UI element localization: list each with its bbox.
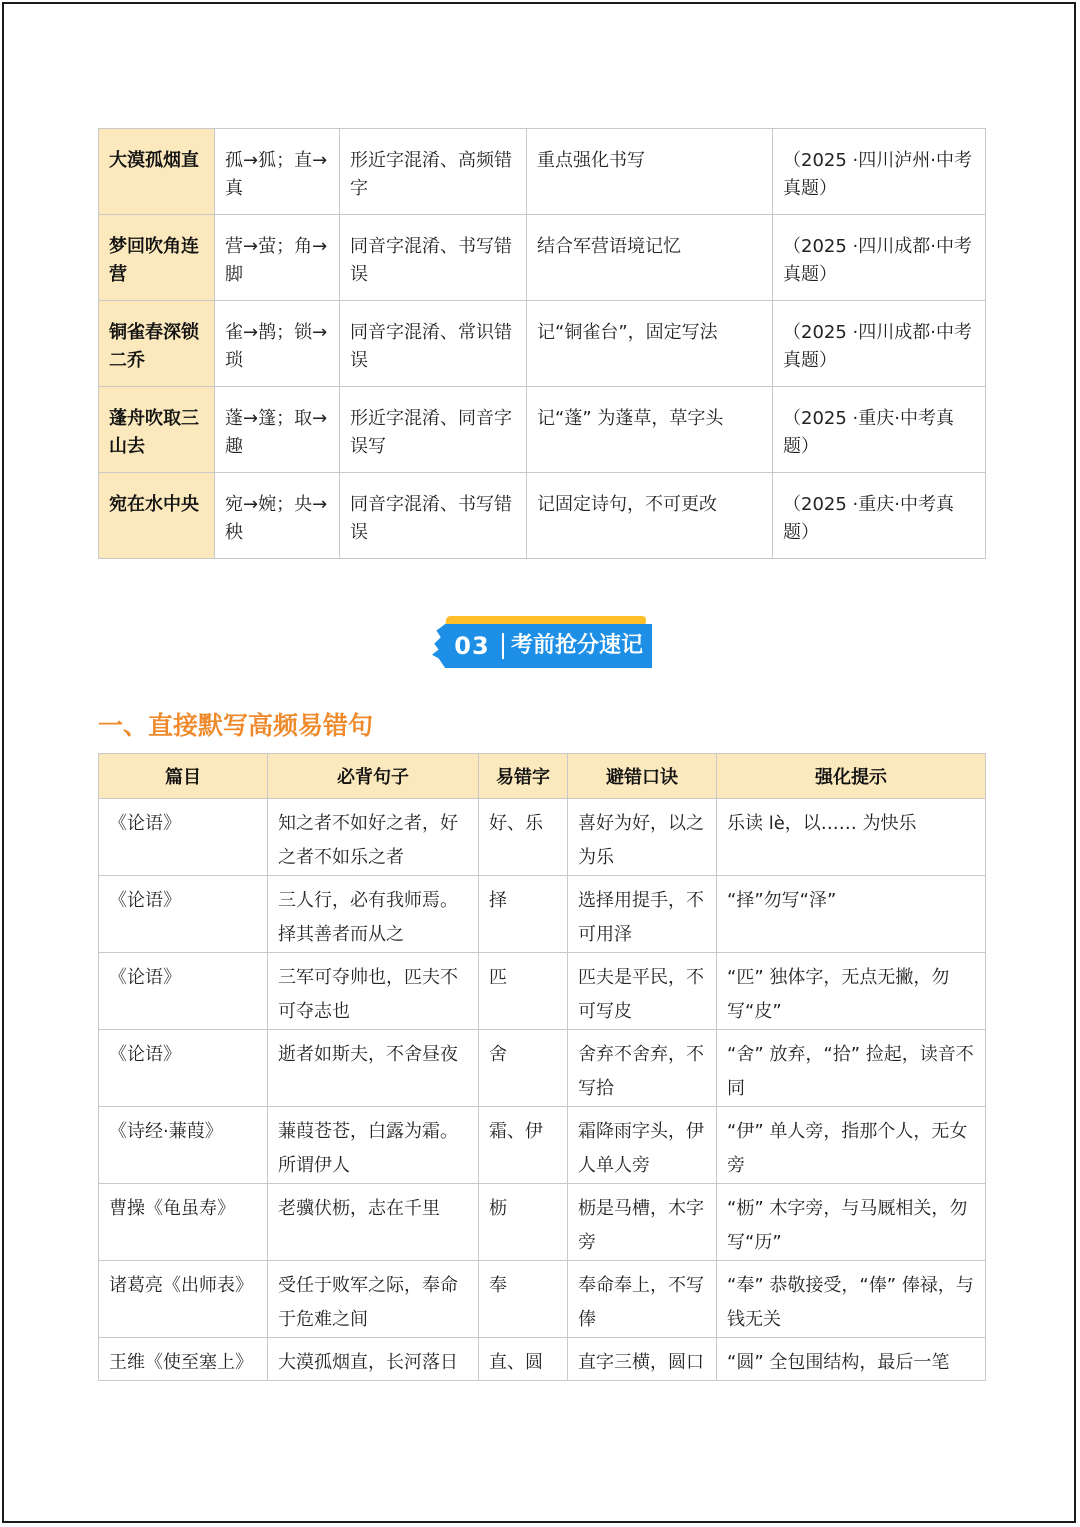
hint-cell: “匹” 独体字，无点无撇，勿写“皮”	[717, 953, 986, 1030]
sentence-cell: 逝者如斯夫，不舍昼夜	[268, 1030, 479, 1107]
column-header-hint: 强化提示	[717, 754, 986, 799]
mnemonic-cell: 霜降雨字头，伊人单人旁	[568, 1107, 717, 1184]
hint-cell: “圆” 全包围结构，最后一笔	[717, 1338, 986, 1381]
mnemonic-cell: 枥是马槽，木字旁	[568, 1184, 717, 1261]
sentence-cell: 三军可夺帅也，匹夫不可夺志也	[268, 953, 479, 1030]
work-title-cell: 《论语》	[99, 1030, 268, 1107]
table-row	[99, 1338, 986, 1381]
source-cell: （2025 ·重庆·中考真题）	[773, 387, 986, 473]
table-row	[99, 301, 986, 387]
error-chars-cell: 营→萤；角→脚	[215, 215, 340, 301]
sentence-cell: 三人行，必有我师焉。择其善者而从之	[268, 876, 479, 953]
table-row	[99, 1261, 986, 1338]
mnemonic-cell: 匹夫是平民，不可写皮	[568, 953, 717, 1030]
hint-cell: “舍” 放弃，“拾” 捡起，读音不同	[717, 1030, 986, 1107]
source-cell: （2025 ·重庆·中考真题）	[773, 473, 986, 559]
hint-cell: 乐读 lè，以…… 为快乐	[717, 799, 986, 876]
work-title-cell: 《论语》	[99, 799, 268, 876]
table-row	[99, 876, 986, 953]
column-header-mnemonic: 避错口诀	[568, 754, 717, 799]
tip-cell: 结合军营语境记忆	[527, 215, 773, 301]
error-chars-cell: 舍	[479, 1030, 568, 1107]
hint-cell: “伊” 单人旁，指那个人，无女旁	[717, 1107, 986, 1184]
error-chars-cell: 奉	[479, 1261, 568, 1338]
error-chars-cell: 雀→鹊；锁→琐	[215, 301, 340, 387]
banner-title: 考前抢分速记	[510, 633, 643, 658]
work-title-cell: 《论语》	[99, 876, 268, 953]
section-banner	[432, 616, 652, 670]
source-cell: （2025 ·四川成都·中考真题）	[773, 215, 986, 301]
error-chars-cell: 枥	[479, 1184, 568, 1261]
table-row	[99, 799, 986, 876]
tip-cell: 记“蓬” 为蓬草，草字头	[527, 387, 773, 473]
sentence-cell: 蒹葭苍苍，白露为霜。所谓伊人	[268, 1107, 479, 1184]
table-header-row	[99, 754, 986, 799]
tip-cell: 重点强化书写	[527, 129, 773, 215]
hint-cell: “择”勿写“泽”	[717, 876, 986, 953]
table-row	[99, 1184, 986, 1261]
error-chars-cell: 孤→狐；直→真	[215, 129, 340, 215]
work-title-cell: 王维《使至塞上》	[99, 1338, 268, 1381]
high-frequency-sentences-table	[98, 753, 986, 1381]
tip-cell: 记固定诗句，不可更改	[527, 473, 773, 559]
sentence-cell: 大漠孤烟直，长河落日	[268, 1338, 479, 1381]
error-type-cell: 同音字混淆、书写错误	[340, 473, 527, 559]
error-type-cell: 形近字混淆、高频错字	[340, 129, 527, 215]
mnemonic-cell: 舍弃不舍弃，不写拾	[568, 1030, 717, 1107]
column-header-sentence: 必背句子	[268, 754, 479, 799]
sentence-cell: 知之者不如好之者，好之者不如乐之者	[268, 799, 479, 876]
mnemonic-cell: 奉命奉上，不写俸	[568, 1261, 717, 1338]
error-chars-cell: 直、圆	[479, 1338, 568, 1381]
table-row	[99, 387, 986, 473]
source-cell: （2025 ·四川成都·中考真题）	[773, 301, 986, 387]
mnemonic-cell: 直字三横，圆口	[568, 1338, 717, 1381]
error-type-cell: 同音字混淆、书写错误	[340, 215, 527, 301]
source-cell: （2025 ·四川泸州·中考真题）	[773, 129, 986, 215]
section-title: 一、直接默写高频易错句	[98, 711, 374, 740]
error-chars-cell: 匹	[479, 953, 568, 1030]
table-row	[99, 129, 986, 215]
tip-cell: 记“铜雀台”，固定写法	[527, 301, 773, 387]
table-row	[99, 215, 986, 301]
poem-line-cell: 大漠孤烟直	[99, 129, 215, 215]
error-type-cell: 形近字混淆、同音字误写	[340, 387, 527, 473]
error-chars-cell: 好、乐	[479, 799, 568, 876]
banner-number: 03	[454, 632, 490, 660]
work-title-cell: 《诗经·蒹葭》	[99, 1107, 268, 1184]
table-row	[99, 473, 986, 559]
poem-line-cell: 宛在水中央	[99, 473, 215, 559]
error-chars-cell: 宛→婉；央→秧	[215, 473, 340, 559]
error-chars-cell: 蓬→篷；取→趣	[215, 387, 340, 473]
table-row	[99, 1030, 986, 1107]
mnemonic-cell: 选择用提手，不可用泽	[568, 876, 717, 953]
sentence-cell: 老骥伏枥，志在千里	[268, 1184, 479, 1261]
column-header-error-chars: 易错字	[479, 754, 568, 799]
error-chars-cell: 择	[479, 876, 568, 953]
work-title-cell: 诸葛亮《出师表》	[99, 1261, 268, 1338]
poem-line-cell: 铜雀春深锁二乔	[99, 301, 215, 387]
work-title-cell: 《论语》	[99, 953, 268, 1030]
sentence-cell: 受任于败军之际，奉命于危难之间	[268, 1261, 479, 1338]
error-type-cell: 同音字混淆、常识错误	[340, 301, 527, 387]
hint-cell: “奉” 恭敬接受，“俸” 俸禄，与钱无关	[717, 1261, 986, 1338]
error-words-table	[98, 128, 986, 559]
poem-line-cell: 蓬舟吹取三山去	[99, 387, 215, 473]
column-header-title: 篇目	[99, 754, 268, 799]
poem-line-cell: 梦回吹角连营	[99, 215, 215, 301]
work-title-cell: 曹操《龟虽寿》	[99, 1184, 268, 1261]
mnemonic-cell: 喜好为好，以之为乐	[568, 799, 717, 876]
table-row	[99, 1107, 986, 1184]
error-chars-cell: 霜、伊	[479, 1107, 568, 1184]
hint-cell: “枥” 木字旁，与马厩相关，勿写“历”	[717, 1184, 986, 1261]
table-row	[99, 953, 986, 1030]
